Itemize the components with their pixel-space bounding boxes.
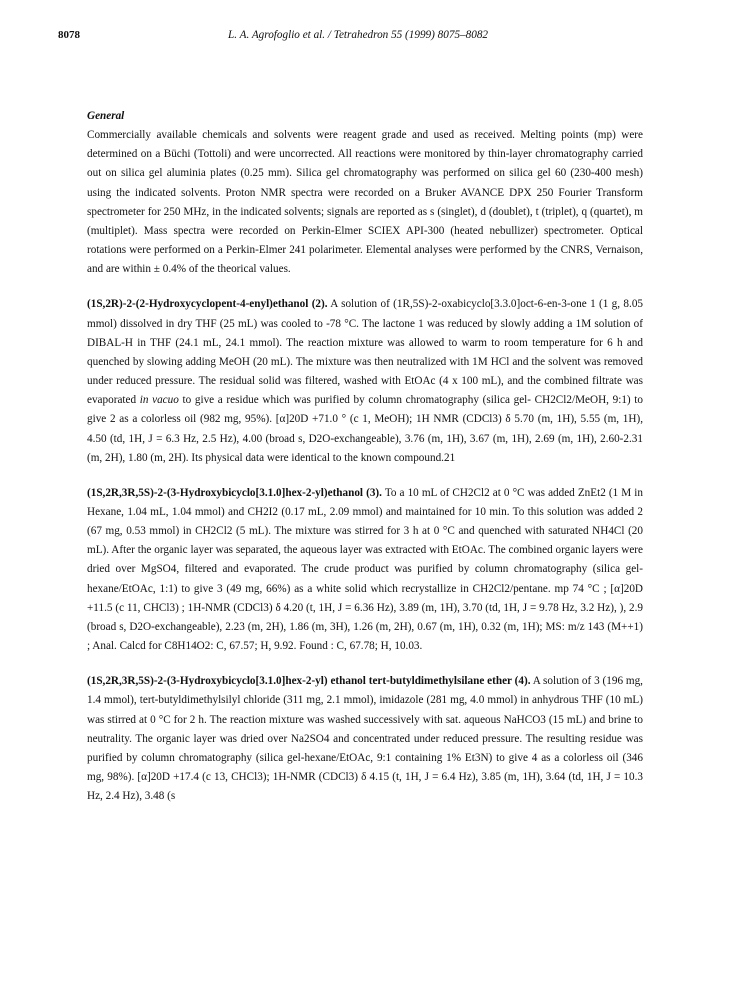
- page-number: 8078: [58, 29, 80, 41]
- general-paragraph: Commercially available chemicals and solvents were reagent grade and used as received. Melting points (mp) were determined on a Büchi (Tottoli) and were uncorrected. All reactions were monitored by thin-layer chromatography carried out on silica gel aluminia plates (0.25 mm). Silica gel chromatography was performed on silica gel 60 (230-400 mesh) using the indicated solvents. Proton NMR spectra were recorded on a Bruker AVANCE DPX 250 Fourier Transform spectrometer for 250 MHz, in the indicated solvents; signals are reported as s (singlet), d (doublet), t (triplet), q (quartet), m (multiplet). Mass spectra were recorded on Perkin-Elmer SCIEX API-300 (heated nebullizer) spectrometer. Optical rotations were performed on a Perkin-Elmer 241 polarimeter. Elemental analyses were performed by the CNRS, Vernaison, and are within ± 0.4% of the theorical values.: [87, 129, 643, 276]
- compound-4-title: (1S,2R,3R,5S)-2-(3-Hydroxybicyclo[3.1.0]hex-2-yl) ethanol tert-butyldimethylsilane ether (4).: [87, 675, 531, 688]
- compound-4-text: A solution of 3 (196 mg, 1.4 mmol), tert-butyldimethylsilyl chloride (311 mg, 2.1 mmol), imidazole (281 mg, 4.0 mmol) in anhydrous THF (10 mL) was stirred at 0 °C for 2 h. The reaction mixture was washed successively with sat. aqueous NaHCO3 (15 mL) and brine to neutrality. The organic layer was dried over Na2SO4 and concentrated under reduced pressure. The resulting residue was purified by column chromatography (silica gel-hexane/EtOAc, 9:1 containing 1% Et3N) to give 4 as a colorless oil (346 mg, 98%). [α]20D +17.4 (c 13, CHCl3); 1H-NMR (CDCl3) δ 4.15 (t, 1H, J = 6.4 Hz), 3.85 (m, 1H), 3.64 (td, 1H, J = 10.3 Hz, 2.4 Hz), 3.48 (s: [87, 675, 643, 803]
- running-head: L. A. Agrofoglio et al. / Tetrahedron 55 (1999) 8075–8082: [228, 29, 489, 41]
- compound-2-paragraph: [87, 295, 643, 467]
- compound-3-title: (1S,2R,3R,5S)-2-(3-Hydroxybicyclo[3.1.0]hex-2-yl)ethanol (3).: [87, 486, 382, 499]
- section-heading-general: General: [87, 110, 125, 122]
- compound-4-paragraph: [87, 672, 643, 806]
- page-header: [58, 29, 678, 45]
- compound-2-text-b: to give a residue which was purified by column chromatography (silica gel- CH2Cl2/MeOH, 9:1) to give 2 as a colorless oil (982 mg, 95%). [α]20D +71.0 ° (c 1, MeOH); 1H NMR (CDCl3) δ 5.70 (m, 1H), 5.55 (m, 1H), 4.50 (td, 1H, J = 6.3 Hz, 2.5 Hz), 4.00 (broad s, D2O-exchangeable), 3.76 (m, 1H), 3.67 (m, 1H), 2.69 (m, 1H), 2.60-2.31 (m, 2H), 1.80 (m, 2H). Its physical data were identical to the known compound.21: [87, 394, 643, 464]
- compound-3-paragraph: [87, 484, 643, 656]
- article-body: [87, 107, 643, 822]
- in-vacuo: in vacuo: [139, 394, 179, 407]
- compound-2-title: (1S,2R)-2-(2-Hydroxycyclopent-4-enyl)ethanol (2).: [87, 298, 328, 311]
- compound-2-text-a: A solution of (1R,5S)-2-oxabicyclo[3.3.0]oct-6-en-3-one 1 (1 g, 8.05 mmol) dissolved in dry THF (25 mL) was cooled to -78 °C. The lactone 1 was reduced by slowly adding a 1M solution of DIBAL-H in THF (24.1 mL, 24.1 mmol). The reaction mixture was allowed to warm to room temperature for 6 h and quenched by slowing adding MeOH (20 mL). The mixture was then neutralized with 1M HCl and the solvent was removed under reduced pressure. The residual solid was filtered, washed with EtOAc (4 x 100 mL), and the combined filtrate was evaporated: [87, 298, 644, 407]
- compound-3-text: To a 10 mL of CH2Cl2 at 0 °C was added ZnEt2 (1 M in Hexane, 1.04 mL, 1.04 mmol) and CH2I2 (0.17 mL, 2.09 mmol) and maintained for 10 min. To this solution was added 2 (67 mg, 0.53 mmol) in CH2Cl2 (5 mL). The mixture was stirred for 3 h at 0 °C and quenched with saturated NH4Cl (20 mL). After the organic layer was separated, the aqueous layer was extracted with EtOAc. The combined organic layers were dried over MgSO4, filtered and evaporated. The crude product was purified by column chromatography (silica gel- hexane/EtOAc, 1:1) to give 3 (49 mg, 66%) as a white solid which recrystallize in CH2Cl2/pentane. mp 74 °C ; [α]20D +11.5 (c 11, CHCl3) ; 1H-NMR (CDCl3) δ 4.20 (t, 1H, J = 6.36 Hz), 3.89 (m, 1H), 3.70 (td, 1H, J = 9.78 Hz, 3.2 Hz), ), 2.9 (broad s, D2O-exchangeable), 2.23 (m, 2H), 1.86 (m, 3H), 1.26 (m, 2H), 0.67 (m, 1H), 0.32 (m, 1H); MS: m/z 143 (M++1) ; Anal. Calcd for C8H14O2: C, 67.57; H, 9.92. Found : C, 67.78; H, 10.03.: [87, 486, 643, 653]
